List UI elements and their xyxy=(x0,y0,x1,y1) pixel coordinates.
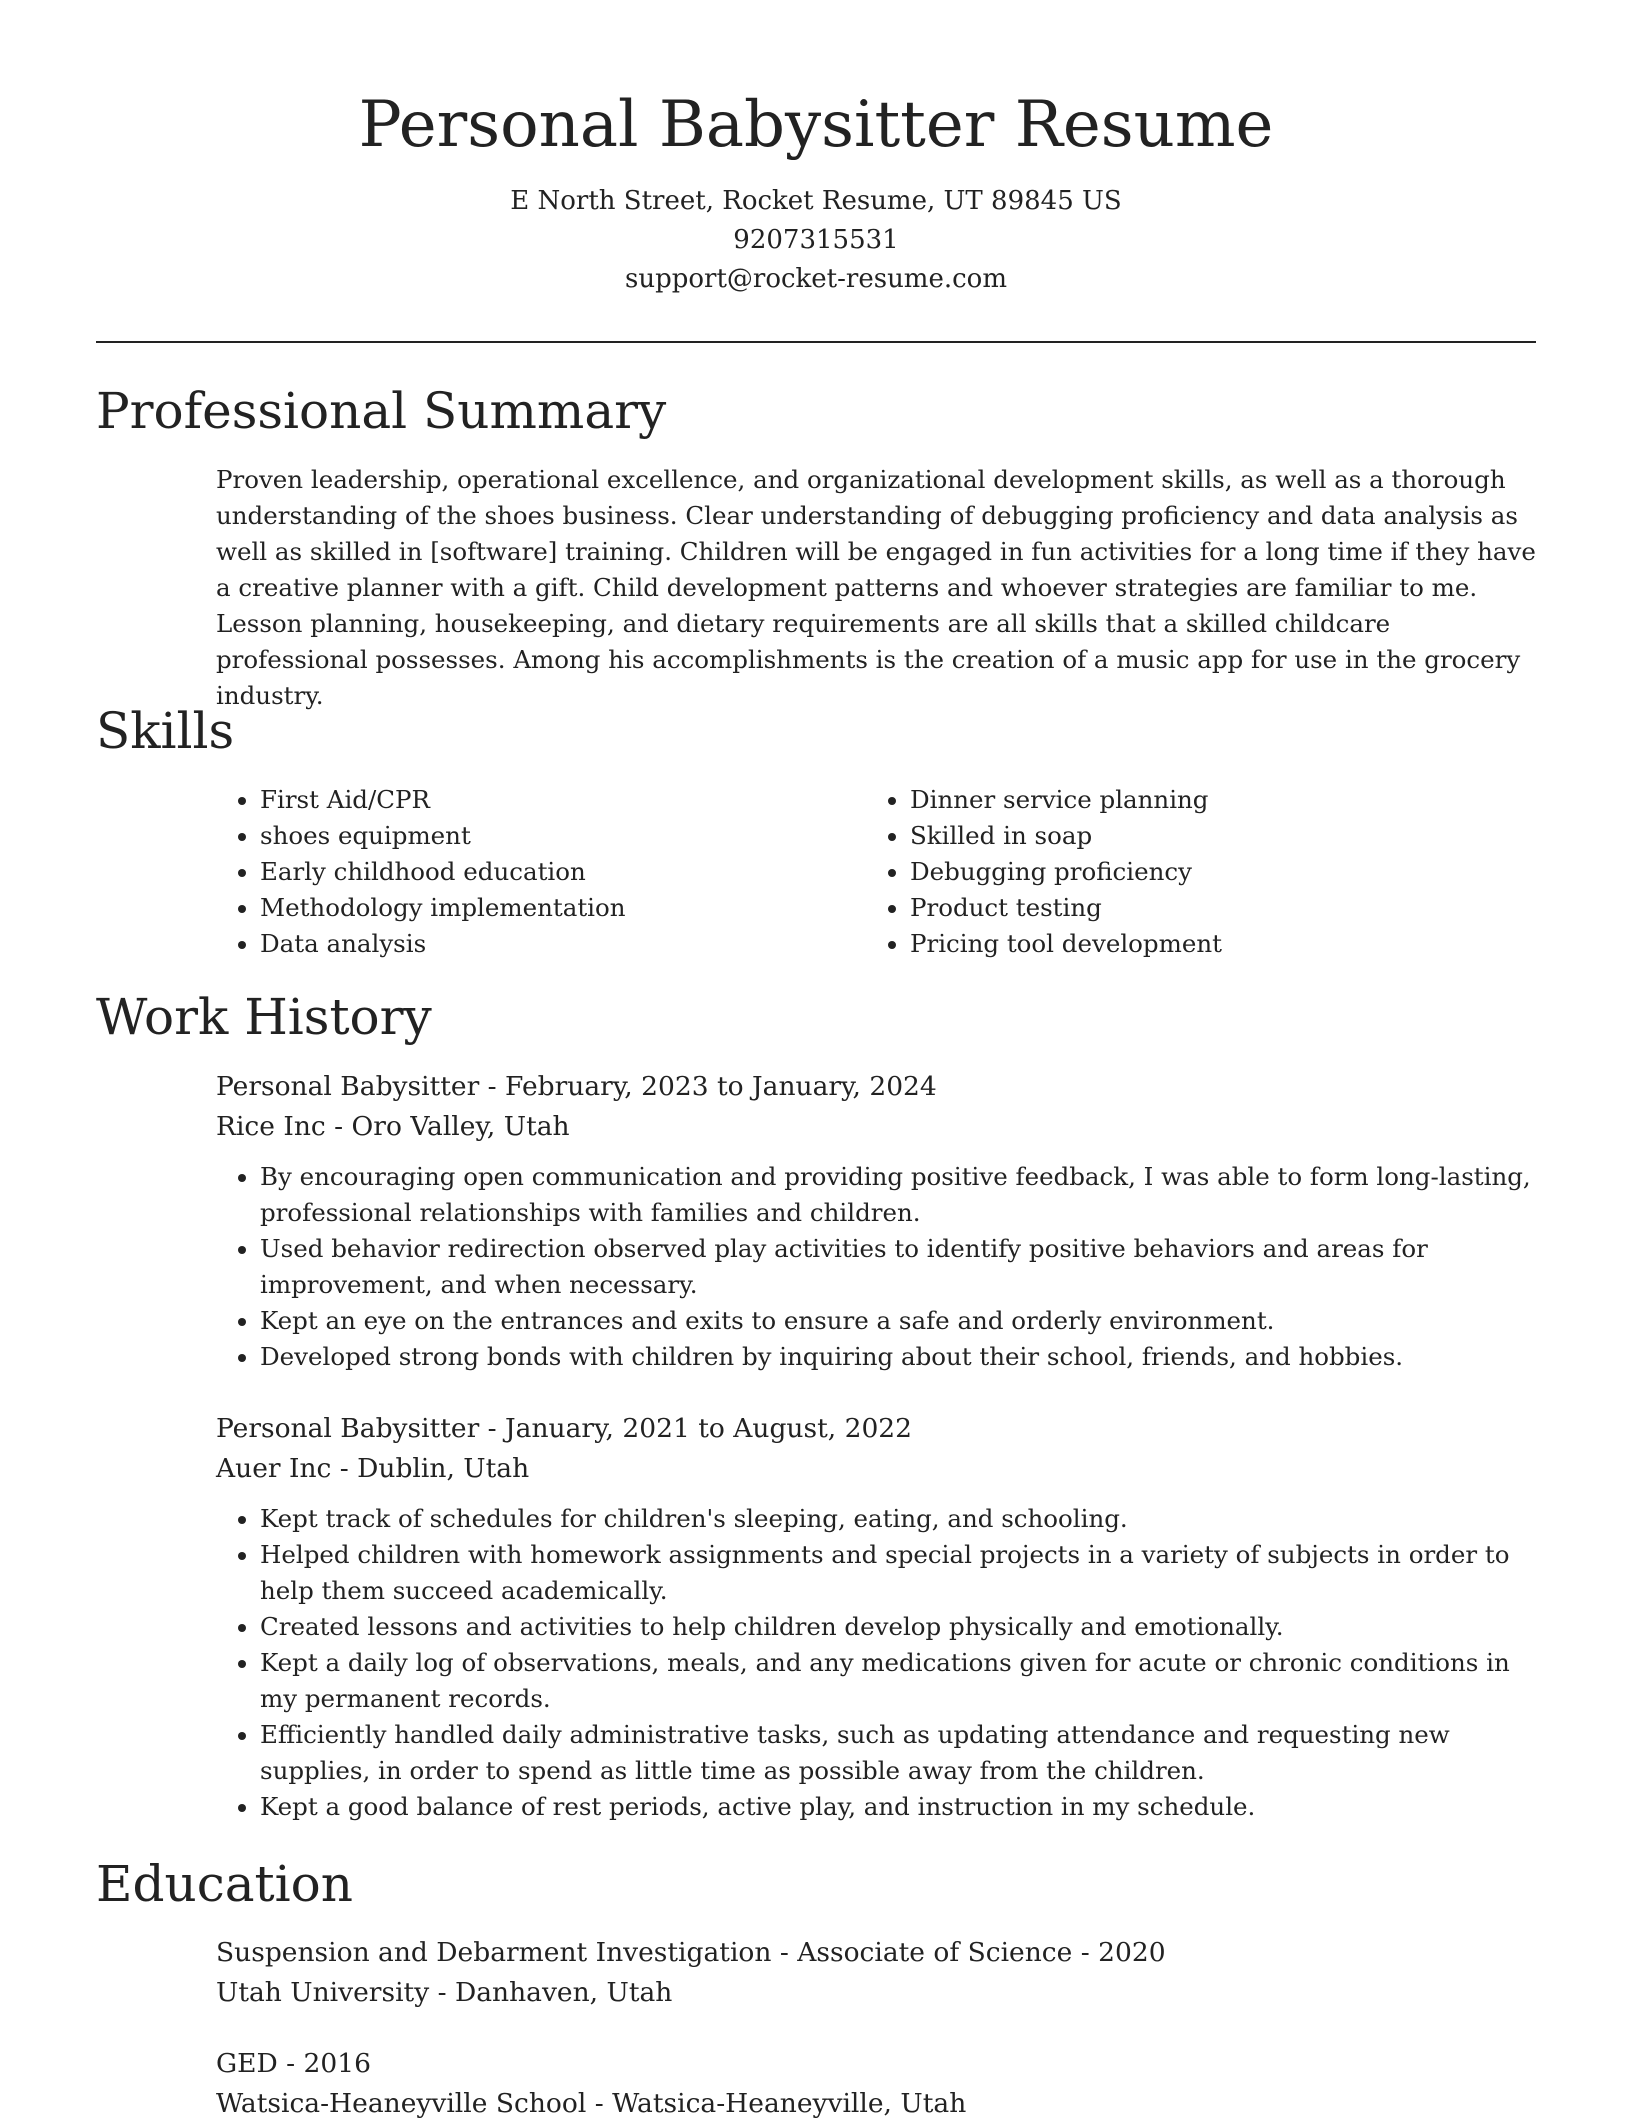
education-entry xyxy=(216,1933,1536,2013)
job-bullet: • Created lessons and activities to help children develop physically and emotionally. xyxy=(260,1609,1536,1645)
job-bullet: • Helped children with homework assignments and special projects in a variety of subjects in order to help them succeed academically. xyxy=(260,1537,1536,1609)
summary-heading: Professional Summary xyxy=(96,382,667,440)
email: support@rocket-resume.com xyxy=(624,264,1007,294)
education-heading: Education xyxy=(96,1855,353,1913)
skills-heading: Skills xyxy=(96,702,235,760)
job-bullet: • Kept a good balance of rest periods, active play, and instruction in my schedule. xyxy=(260,1789,1536,1825)
job-company: Rice Inc - Oro Valley, Utah xyxy=(216,1111,570,1142)
degree-line: Suspension and Debarment Investigation - Associate of Science - 2020 xyxy=(216,1937,1166,1968)
work-history-heading: Work History xyxy=(96,988,432,1046)
job-company: Auer Inc - Dublin, Utah xyxy=(216,1453,530,1484)
header-divider xyxy=(96,341,1536,343)
job-bullet: • Used behavior redirection observed play activities to identify positive behaviors and areas for improvement, and when necessary. xyxy=(260,1231,1536,1303)
resume-header xyxy=(96,80,1536,299)
skill-item: • Skilled in soap xyxy=(910,818,1516,854)
degree-line: GED - 2016 xyxy=(216,2048,372,2079)
skills-list xyxy=(216,782,1536,962)
contact-block xyxy=(96,182,1536,299)
job-bullets xyxy=(216,1501,1536,1825)
job-bullet: • Kept a daily log of observations, meals, and any medications given for acute or chronic conditions in my permanent records. xyxy=(260,1645,1536,1717)
skill-item: • Pricing tool development xyxy=(910,926,1516,962)
summary-text: Proven leadership, operational excellence, and organizational development skills, as well as a thorough understanding of the shoes business. Clear understanding of debugging proficiency and data analysis as well as skilled in [software] training. Children will be engaged in fun activities for a long time if they have a creative planner with a gift. Child development patterns and whoever strategies are familiar to me. Lesson planning, housekeeping, and dietary requirements are all skills that a skilled childcare professional possesses. Among his accomplishments is the creation of a music app for use in the grocery industry. xyxy=(216,465,1536,710)
job-bullet: • By encouraging open communication and providing positive feedback, I was able to form long-lasting, professional relationships with families and children. xyxy=(260,1159,1536,1231)
resume-title: Personal Babysitter Resume xyxy=(358,88,1274,162)
job-bullet: • Developed strong bonds with children by inquiring about their school, friends, and hobbies. xyxy=(260,1339,1536,1375)
address: E North Street, Rocket Resume, UT 89845 US xyxy=(510,186,1122,216)
skill-item: • Product testing xyxy=(910,890,1516,926)
school-line: Utah University - Danhaven, Utah xyxy=(216,1977,673,2008)
job-bullet: • Kept track of schedules for children's sleeping, eating, and schooling. xyxy=(260,1501,1536,1537)
skill-item: • Data analysis xyxy=(260,926,866,962)
skill-item: • Methodology implementation xyxy=(260,890,866,926)
job-bullets xyxy=(216,1159,1536,1375)
job-entry xyxy=(216,1067,1536,1375)
job-bullet: • Kept an eye on the entrances and exits to ensure a safe and orderly environment. xyxy=(260,1303,1536,1339)
skills-column-right xyxy=(866,782,1516,962)
job-bullet: • Efficiently handled daily administrative tasks, such as updating attendance and requesting new supplies, in order to spend as little time as possible away from the children. xyxy=(260,1717,1536,1789)
skill-item: • shoes equipment xyxy=(260,818,866,854)
skill-item: • First Aid/CPR xyxy=(260,782,866,818)
skill-item: • Dinner service planning xyxy=(910,782,1516,818)
job-entry xyxy=(216,1409,1536,1825)
education-entry xyxy=(216,2044,1536,2124)
skill-item: • Debugging proficiency xyxy=(910,854,1516,890)
phone: 9207315531 xyxy=(733,225,899,255)
school-line: Watsica-Heaneyville School - Watsica-Heaneyville, Utah xyxy=(216,2088,967,2119)
job-title-dates: Personal Babysitter - February, 2023 to January, 2024 xyxy=(216,1071,937,1102)
skill-item: • Early childhood education xyxy=(260,854,866,890)
job-title-dates: Personal Babysitter - January, 2021 to August, 2022 xyxy=(216,1413,913,1444)
skills-column-left xyxy=(216,782,866,962)
